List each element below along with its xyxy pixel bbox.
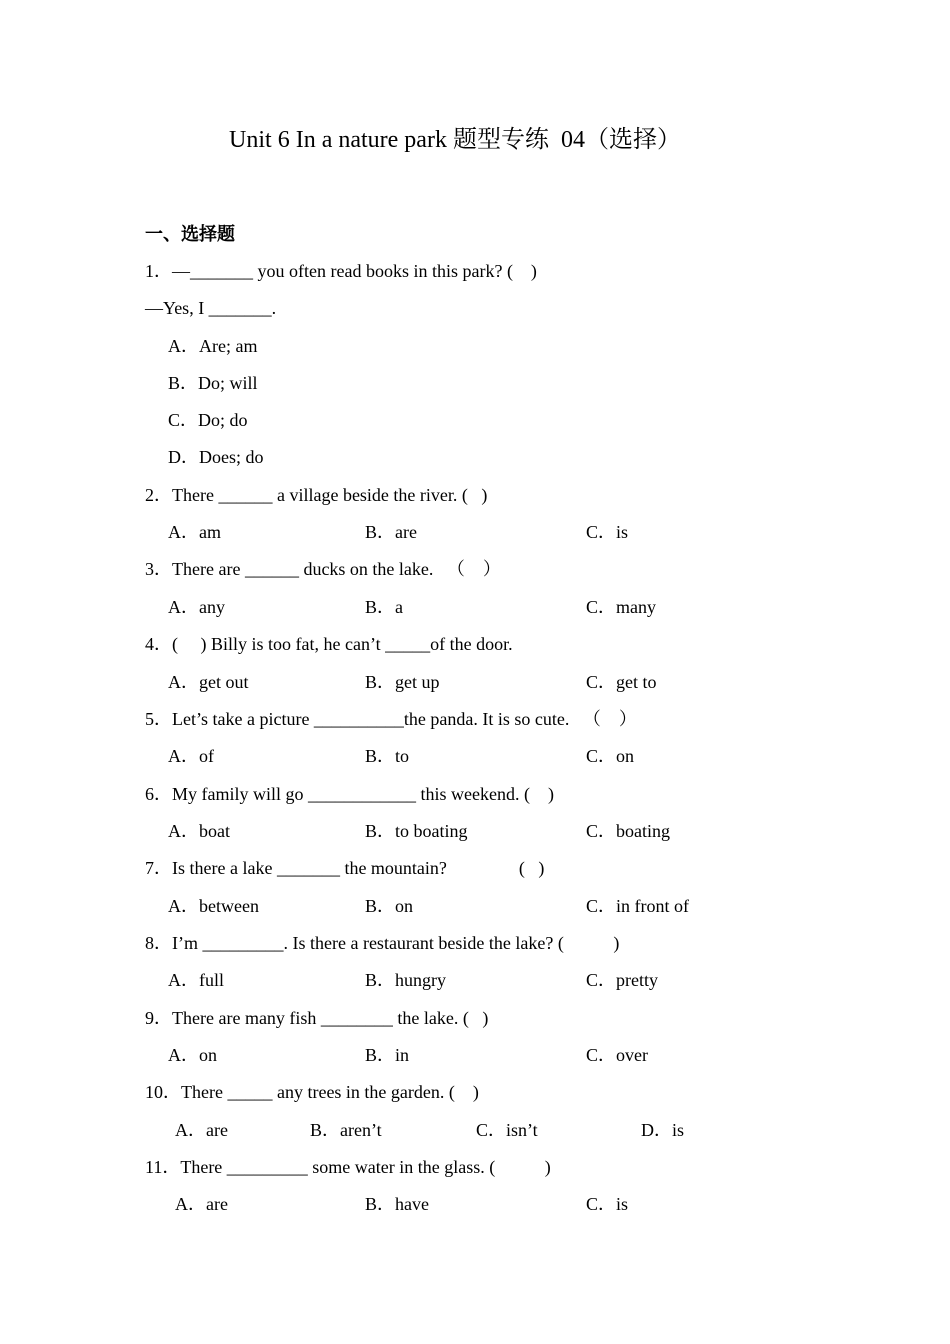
question-stem: 4．( ) Billy is too fat, he can’t _____of the door.	[145, 634, 513, 654]
option-b: B．to	[365, 746, 410, 766]
option-c: C．pretty	[586, 970, 658, 990]
question-stem: 3．There are ______ ducks on the lake. （ ）	[145, 559, 501, 579]
option-b: B．get up	[365, 672, 440, 692]
option-a: A．are	[175, 1120, 228, 1140]
option-b: B．Do; will	[168, 373, 258, 393]
option-a: A．boat	[168, 821, 230, 841]
option-c: C．boating	[586, 821, 670, 841]
option-c: C．isn’t	[476, 1120, 538, 1140]
option-b: B．hungry	[365, 970, 446, 990]
option-a: A．Are; am	[168, 336, 258, 356]
question-stem: 10．There _____ any trees in the garden. ( )	[145, 1082, 479, 1102]
option-c: C．Do; do	[168, 410, 248, 430]
option-d: D．Does; do	[168, 447, 264, 467]
question-stem: 1．—_______ you often read books in this park? ( )	[145, 261, 537, 281]
option-c: C．over	[586, 1045, 648, 1065]
option-a: A．get out	[168, 672, 249, 692]
question-stem: 8．I’m _________. Is there a restaurant beside the lake? ( )	[145, 933, 620, 953]
section-heading: 一、选择题	[145, 224, 235, 244]
option-a: A．between	[168, 896, 259, 916]
option-a: A．on	[168, 1045, 217, 1065]
option-a: A．are	[175, 1194, 228, 1214]
question-stem: 2．There ______ a village beside the river. ( )	[145, 485, 488, 505]
option-b: B．are	[365, 522, 417, 542]
option-b: B．aren’t	[310, 1120, 382, 1140]
page-title: Unit 6 In a nature park 题型专练 04（选择）	[229, 127, 681, 153]
option-b: B．have	[365, 1194, 429, 1214]
option-c: C．is	[586, 1194, 629, 1214]
option-c: C．many	[586, 597, 656, 617]
option-c: C．get to	[586, 672, 657, 692]
option-a: A．any	[168, 597, 225, 617]
question-stem: 5．Let’s take a picture __________the panda. It is so cute. （ ）	[145, 709, 637, 729]
option-b: B．to boating	[365, 821, 468, 841]
option-a: A．of	[168, 746, 214, 766]
option-b: B．a	[365, 597, 403, 617]
option-b: B．in	[365, 1045, 410, 1065]
question-stem: 11．There _________ some water in the glass. ( )	[145, 1157, 551, 1177]
option-c: C．is	[586, 522, 629, 542]
option-d: D．is	[641, 1120, 685, 1140]
question-answer-line: —Yes, I _______.	[145, 298, 277, 318]
option-a: A．full	[168, 970, 224, 990]
option-b: B．on	[365, 896, 414, 916]
question-stem: 6．My family will go ____________ this weekend. ( )	[145, 784, 554, 804]
question-stem: 7．Is there a lake _______ the mountain? ( )	[145, 858, 545, 878]
option-c: C．on	[586, 746, 635, 766]
option-a: A．am	[168, 522, 221, 542]
question-stem: 9．There are many fish ________ the lake. ( )	[145, 1008, 489, 1028]
option-c: C．in front of	[586, 896, 689, 916]
